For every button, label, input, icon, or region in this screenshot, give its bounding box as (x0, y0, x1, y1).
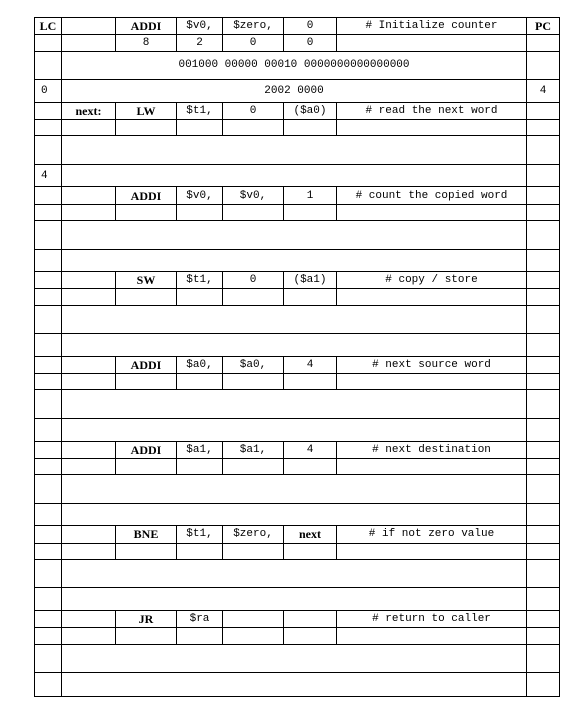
pc-value: 4 (527, 80, 560, 102)
pc-header: PC (527, 18, 560, 35)
operand-1: $t1, (177, 102, 223, 119)
lc-value: 4 (35, 164, 62, 186)
operand-3: 4 (284, 356, 337, 373)
operand-1: $a1, (177, 441, 223, 458)
instruction-row (35, 610, 560, 627)
operand-2: $zero, (223, 526, 284, 543)
opcode: SW (116, 272, 177, 289)
operand-3: ($a0) (284, 102, 337, 119)
binary-encoding: 001000 00000 00010 0000000000000000 (62, 51, 527, 80)
binary-row (35, 390, 560, 419)
field-value: 0 (284, 35, 337, 51)
encoding-row (35, 374, 560, 390)
operand-3: 4 (284, 441, 337, 458)
encoding-row (35, 204, 560, 220)
operand-2: $a0, (223, 356, 284, 373)
opcode: ADDI (116, 187, 177, 204)
operand-2 (223, 610, 284, 627)
encoding-row (35, 628, 560, 644)
hex-row (35, 164, 560, 186)
operand-3 (284, 610, 337, 627)
field-value: 8 (116, 35, 177, 51)
field-value: 2 (177, 35, 223, 51)
opcode: JR (116, 610, 177, 627)
operand-2: $a1, (223, 441, 284, 458)
comment: # return to caller (337, 610, 527, 627)
instruction-row (35, 102, 560, 119)
comment: # if not zero value (337, 526, 527, 543)
binary-row (35, 559, 560, 588)
operand-1: $t1, (177, 272, 223, 289)
binary-row (35, 305, 560, 334)
binary-row (35, 221, 560, 250)
hex-row (35, 334, 560, 356)
opcode: ADDI (116, 356, 177, 373)
binary-row (35, 475, 560, 504)
hex-row (35, 673, 560, 697)
binary-row (35, 136, 560, 165)
operand-2: 0 (223, 102, 284, 119)
opcode: BNE (116, 526, 177, 543)
hex-row (35, 588, 560, 610)
operand-2: 0 (223, 272, 284, 289)
encoding-row (35, 289, 560, 305)
operand-1: $v0, (177, 187, 223, 204)
hex-row (35, 249, 560, 271)
encoding-row (35, 543, 560, 559)
instruction-row (35, 356, 560, 373)
hex-row (35, 80, 560, 102)
label-cell: next: (62, 102, 116, 119)
instruction-row (35, 187, 560, 204)
comment: # read the next word (337, 102, 527, 119)
comment: # Initialize counter (337, 18, 527, 35)
binary-row (35, 51, 560, 80)
operand-2: $v0, (223, 187, 284, 204)
hex-encoding: 2002 0000 (62, 80, 527, 102)
label-cell (62, 18, 116, 35)
opcode: ADDI (116, 18, 177, 35)
encoding-row (35, 458, 560, 474)
comment: # count the copied word (337, 187, 527, 204)
comment: # next source word (337, 356, 527, 373)
comment: # next destination (337, 441, 527, 458)
operand-3: next (284, 526, 337, 543)
operand-1: $a0, (177, 356, 223, 373)
opcode: ADDI (116, 441, 177, 458)
encoding-row (35, 35, 560, 51)
hex-row (35, 419, 560, 441)
operand-2: $zero, (223, 18, 284, 35)
operand-3: 0 (284, 18, 337, 35)
hex-row (35, 503, 560, 525)
instruction-row (35, 526, 560, 543)
operand-3: 1 (284, 187, 337, 204)
encoding-row (35, 120, 560, 136)
operand-3: ($a1) (284, 272, 337, 289)
instruction-row (35, 272, 560, 289)
comment: # copy / store (337, 272, 527, 289)
field-value: 0 (223, 35, 284, 51)
operand-1: $ra (177, 610, 223, 627)
operand-1: $t1, (177, 526, 223, 543)
instruction-row (35, 441, 560, 458)
binary-row (35, 644, 560, 673)
operand-1: $v0, (177, 18, 223, 35)
lc-header: LC (35, 18, 62, 35)
opcode: LW (116, 102, 177, 119)
lc-value: 0 (35, 80, 62, 102)
instruction-row (35, 18, 560, 35)
assembly-worksheet-table (34, 17, 560, 697)
